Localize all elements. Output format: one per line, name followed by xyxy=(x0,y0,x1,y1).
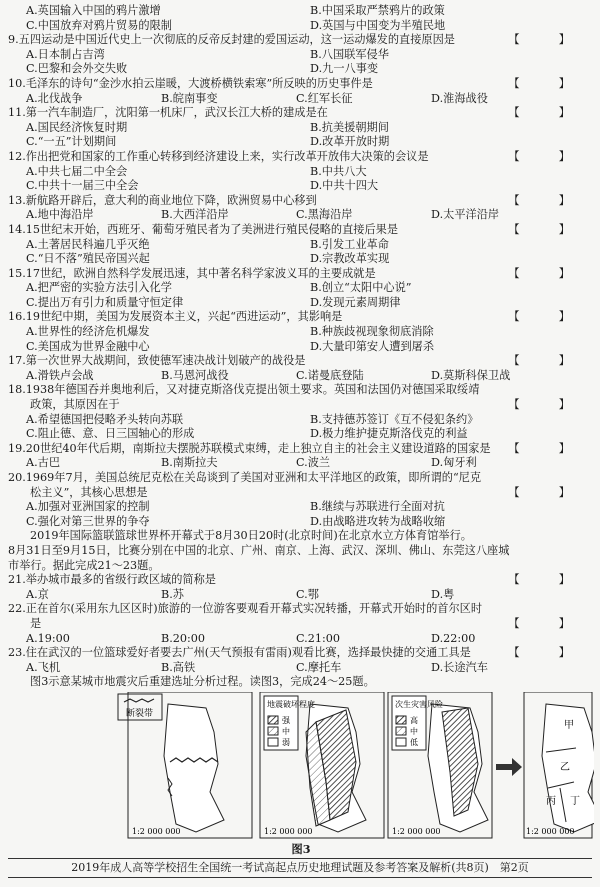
question-text xyxy=(8,559,594,574)
answer-option: A.19:00 xyxy=(26,631,70,645)
legend-level: 中 xyxy=(282,726,290,736)
site-label-jia: 甲 xyxy=(564,719,574,731)
answer-bracket: 【 】 xyxy=(508,398,584,412)
answer-option: A.日本制占吉湾 xyxy=(26,47,105,61)
question-continuation xyxy=(8,529,594,544)
answer-option: D.淮海战役 xyxy=(431,91,488,105)
question-text xyxy=(8,77,594,92)
answer-option: B.高铁 xyxy=(161,660,196,674)
answer-option: C.“一五”计划期间 xyxy=(26,135,117,149)
answer-bracket: 【 】 xyxy=(508,33,584,47)
legend-swatch-strong xyxy=(268,716,278,724)
question-stem: 13.新航路开辟后，意大利的商业地位下降，欧洲贸易中心移到 xyxy=(8,193,317,207)
answer-option: D.太平洋沿岸 xyxy=(431,208,500,222)
answer-option: B.继续与苏联进行全面对抗 xyxy=(310,500,445,514)
question-stem: 10.毛泽东的诗句“金沙水拍云崖暖，大渡桥横铁索寒”所反映的历史事件是 xyxy=(8,76,373,90)
answer-options xyxy=(8,325,594,340)
legend-level: 高 xyxy=(410,715,418,725)
exam-page xyxy=(8,4,594,858)
answer-bracket: 【 】 xyxy=(508,573,584,587)
map-panel-2 xyxy=(260,692,384,838)
answer-bracket: 【 】 xyxy=(508,76,584,90)
answer-option: C.诺曼底登陆 xyxy=(296,368,364,382)
question-stem: 22.正在首尔(采用东九区区时)旅游的一位游客要观看开幕式实况转播，开幕式开始时的首尔区时 xyxy=(8,602,483,616)
answer-option: C.鄂 xyxy=(296,587,319,601)
answer-bracket: 【 】 xyxy=(508,193,584,207)
scale-label: 1:2 000 000 xyxy=(392,826,441,836)
reconstruction-site-map xyxy=(8,692,594,842)
question-stem: 23.住在武汉的一位篮球爱好者要去广州(天气预报有雷雨)观看比赛，选择最快捷的交通工具是 xyxy=(8,646,471,660)
answer-option: C.红军长征 xyxy=(296,91,353,105)
question-stem: 2019年国际篮联篮球世界杯开幕式于8月30日20时(北京时间)在北京水立方体育馆举行。 xyxy=(30,529,472,543)
site-label-yi: 乙 xyxy=(560,761,570,773)
answer-option: A.古巴 xyxy=(26,456,61,470)
answer-option: A.英国输入中国的鸦片激增 xyxy=(26,4,161,17)
question-stem: 松主义”，其核心思想是 xyxy=(30,485,148,499)
question-text xyxy=(8,310,594,325)
answer-options xyxy=(8,456,594,471)
answer-option: A.把严密的实验方法引入化学 xyxy=(26,281,172,295)
answer-options xyxy=(8,632,594,647)
answer-option: D.英国与中国变为半殖民地 xyxy=(310,18,446,32)
scale-label: 1:2 000 000 xyxy=(264,826,313,836)
question-text xyxy=(8,544,594,559)
answer-option: C.中共十一届三中全会 xyxy=(26,179,139,193)
answer-bracket: 【 】 xyxy=(508,354,584,368)
question-stem: 图3示意某城市地震灾后重建选址分析过程。读图3，完成24～25题。 xyxy=(30,675,375,689)
answer-options xyxy=(8,369,594,384)
answer-option: D.改革开放时期 xyxy=(310,135,390,149)
answer-option: B.中共八大 xyxy=(310,164,367,178)
answer-option: A.京 xyxy=(26,587,49,601)
answer-option: D.长途汽车 xyxy=(431,660,488,674)
answer-option: C.21:00 xyxy=(296,631,340,645)
legend-level: 中 xyxy=(410,726,418,736)
answer-option: A.北伐战争 xyxy=(26,91,83,105)
answer-option: C.阻止德、意、日三国轴心的形成 xyxy=(26,427,195,441)
legend-swatch-medium xyxy=(268,727,278,735)
answer-option: A.希望德国把侵略矛头转向苏联 xyxy=(26,412,184,426)
question-stem: 9.五四运动是中国近代史上一次彻底的反帝反封建的爱国运动，这一运动爆发的直接原因是 xyxy=(8,33,455,47)
scale-label: 1:2 000 000 xyxy=(132,826,181,836)
answer-option: D.大量印第安人遭到屠杀 xyxy=(310,339,435,353)
answer-option: B.创立“太阳中心说” xyxy=(310,281,412,295)
answer-options xyxy=(8,500,594,515)
answer-option: A.土著居民科遍几乎灭绝 xyxy=(26,237,150,251)
answer-options xyxy=(8,121,594,136)
answer-options xyxy=(8,296,594,311)
answer-options xyxy=(8,427,594,442)
answer-options xyxy=(8,135,594,150)
answer-option: B.苏 xyxy=(161,587,184,601)
question-stem: 16.19世纪中期，美国为发展资本主义，兴起“西进运动”，其影响是 xyxy=(8,310,343,324)
answer-option: A.世界性的经济危机爆发 xyxy=(26,325,150,339)
page-footer: 2019年成人高等学校招生全国统一考试高起点历史地理试题及参考答案及解析(共8页) 第2页 xyxy=(8,858,592,878)
figure-caption: 图3 xyxy=(291,841,311,856)
answer-options xyxy=(8,92,594,107)
answer-bracket: 【 】 xyxy=(508,616,584,630)
answer-option: C.巴黎和会外交失败 xyxy=(26,62,128,76)
answer-option: A.国民经济恢复时期 xyxy=(26,120,128,134)
scale-label: 1:2 000 000 xyxy=(526,826,575,836)
question-stem: 14.15世纪末开始，西班牙、葡萄牙殖民者为了美洲进行殖民侵略的直接后果是 xyxy=(8,222,399,236)
legend-swatch-medium xyxy=(396,727,406,735)
answer-option: C.提出万有引力和质量守恒定律 xyxy=(26,295,184,309)
answer-option: D.发现元素周期律 xyxy=(310,295,401,309)
answer-option: D.22:00 xyxy=(431,631,476,645)
question-text xyxy=(8,150,594,165)
answer-option: D.粤 xyxy=(431,587,455,601)
answer-options xyxy=(8,252,594,267)
legend-swatch-low xyxy=(396,738,406,746)
question-stem: 8月31日至9月15日，比赛分别在中国的北京、广州、南京、上海、武汉、深圳、佛山、东莞这八座城 xyxy=(8,543,510,557)
answer-option: C.波兰 xyxy=(296,456,331,470)
site-label-bing: 丙 xyxy=(546,795,556,807)
question-stem: 市举行。据此完成21～23题。 xyxy=(8,558,160,572)
legend-title: 地震破坏程度 xyxy=(267,699,315,709)
answer-bracket: 【 】 xyxy=(508,222,584,236)
question-text xyxy=(8,267,594,282)
figure-3 xyxy=(8,692,594,842)
answer-options xyxy=(8,281,594,296)
question-continuation xyxy=(8,486,594,501)
answer-option: A.加强对亚洲国家的控制 xyxy=(26,500,150,514)
question-stem: 18.1938年德国吞并奥地利后，又对捷克斯洛伐克提出领土要求。英国和法国仍对德国采取绥靖 xyxy=(8,383,480,397)
question-continuation xyxy=(8,675,594,690)
question-text xyxy=(8,223,594,238)
question-text xyxy=(8,194,594,209)
question-text xyxy=(8,602,594,617)
question-stem: 19.20世纪40年代后期，南斯拉夫摆脱苏联模式束缚，走上独立自主的社会主义建设道路的国家是 xyxy=(8,441,491,455)
answer-option: D.由战略进攻转为战略收缩 xyxy=(310,514,446,528)
answer-option: C.摩托车 xyxy=(296,660,342,674)
question-stem: 12.作出把党和国家的工作重心转移到经济建设上来，实行改革开放伟大决策的会议是 xyxy=(8,149,429,163)
answer-option: B.种族歧视现象彻底消除 xyxy=(310,325,434,339)
answer-options xyxy=(8,515,594,530)
question-continuation xyxy=(8,617,594,632)
answer-bracket: 【 】 xyxy=(508,441,584,455)
answer-option: B.马恩河战役 xyxy=(161,368,229,382)
answer-option: A.滑铁卢会战 xyxy=(26,368,94,382)
answer-bracket: 【 】 xyxy=(508,646,584,660)
answer-options xyxy=(8,413,594,428)
city-outline xyxy=(164,704,224,832)
answer-option: C.黑海沿岸 xyxy=(296,208,353,222)
answer-options xyxy=(8,340,594,355)
legend-level: 强 xyxy=(282,715,290,725)
answer-options xyxy=(8,19,594,34)
question-stem: 是 xyxy=(30,616,42,630)
answer-options xyxy=(8,208,594,223)
answer-option: B.中国采取严禁鸦片的政策 xyxy=(310,4,445,17)
answer-option: B.八国联军侵华 xyxy=(310,47,389,61)
answer-options xyxy=(8,588,594,603)
answer-option: C.中国放弃对鸦片贸易的限制 xyxy=(26,18,172,32)
answer-option: D.九一八事变 xyxy=(310,62,379,76)
arrow-icon xyxy=(496,758,522,776)
answer-options xyxy=(8,62,594,77)
question-text xyxy=(8,573,594,588)
legend-level: 低 xyxy=(410,737,418,747)
answer-bracket: 【 】 xyxy=(508,485,584,499)
answer-option: D.宗教改革实现 xyxy=(310,252,390,266)
map-panel-3 xyxy=(388,692,492,838)
answer-option: A.中共七届二中全会 xyxy=(26,164,128,178)
answer-option: A.飞机 xyxy=(26,660,61,674)
answer-option: B.引发工业革命 xyxy=(310,237,389,251)
question-text xyxy=(8,471,594,486)
legend-fault-label: 断裂带 xyxy=(126,708,154,719)
legend-swatch-weak xyxy=(268,738,278,746)
answer-option: B.支持德苏签订《互不侵犯条约》 xyxy=(310,412,479,426)
legend-swatch-high xyxy=(396,716,406,724)
answer-option: C.强化对第三世界的争夺 xyxy=(26,514,150,528)
question-stem: 21.举办城市最多的省级行政区域的简称是 xyxy=(8,573,216,587)
question-text xyxy=(8,646,594,661)
question-stem: 11.第一汽车制造厂，沈阳第一机床厂，武汉长江大桥的建成是在 xyxy=(8,106,328,120)
answer-options xyxy=(8,165,594,180)
site-label-ding: 丁 xyxy=(570,795,580,807)
answer-option: D.中共十四大 xyxy=(310,179,379,193)
question-text xyxy=(8,354,594,369)
question-continuation xyxy=(8,398,594,413)
question-text xyxy=(8,106,594,121)
answer-option: B.大西洋沿岸 xyxy=(161,208,229,222)
question-stem: 15.17世纪，欧洲自然科学发展迅速，其中著名科学家波义耳的主要成就是 xyxy=(8,266,376,280)
answer-option: C.美国成为世界金融中心 xyxy=(26,339,150,353)
question-text xyxy=(8,33,594,48)
answer-options xyxy=(8,179,594,194)
map-panel-4 xyxy=(524,692,594,838)
question-stem: 17.第一次世界大战期间，致使德军速决战计划破产的战役是 xyxy=(8,354,306,368)
answer-option: B.皖南事变 xyxy=(161,91,218,105)
answer-option: D.匈牙利 xyxy=(431,456,477,470)
answer-option: B.南斯拉夫 xyxy=(161,456,218,470)
legend-title: 次生灾害风险 xyxy=(395,699,443,709)
question-stem: 政策，其原因在于 xyxy=(30,398,120,412)
answer-bracket: 【 】 xyxy=(508,310,584,324)
answer-bracket: 【 】 xyxy=(508,149,584,163)
legend-level: 弱 xyxy=(282,737,290,747)
question-stem: 20.1969年7月，美国总统尼克松在关岛谈到了美国对亚洲和太平洋地区的政策，即所谓的“尼克 xyxy=(8,471,482,484)
question-text xyxy=(8,442,594,457)
answer-options xyxy=(8,238,594,253)
answer-option: D.莫斯科保卫战 xyxy=(431,368,511,382)
answer-options xyxy=(8,48,594,63)
question-text xyxy=(8,383,594,398)
answer-options xyxy=(8,661,594,676)
answer-option: B.20:00 xyxy=(161,631,206,645)
answer-bracket: 【 】 xyxy=(508,266,584,280)
answer-option: A.地中海沿岸 xyxy=(26,208,94,222)
answer-options xyxy=(8,4,594,19)
answer-option: D.极力维护捷克斯洛伐克的利益 xyxy=(310,427,468,441)
answer-bracket: 【 】 xyxy=(508,106,584,120)
answer-option: B.抗美援朝期间 xyxy=(310,120,389,134)
answer-option: C.“日不落”殖民帝国兴起 xyxy=(26,252,150,266)
